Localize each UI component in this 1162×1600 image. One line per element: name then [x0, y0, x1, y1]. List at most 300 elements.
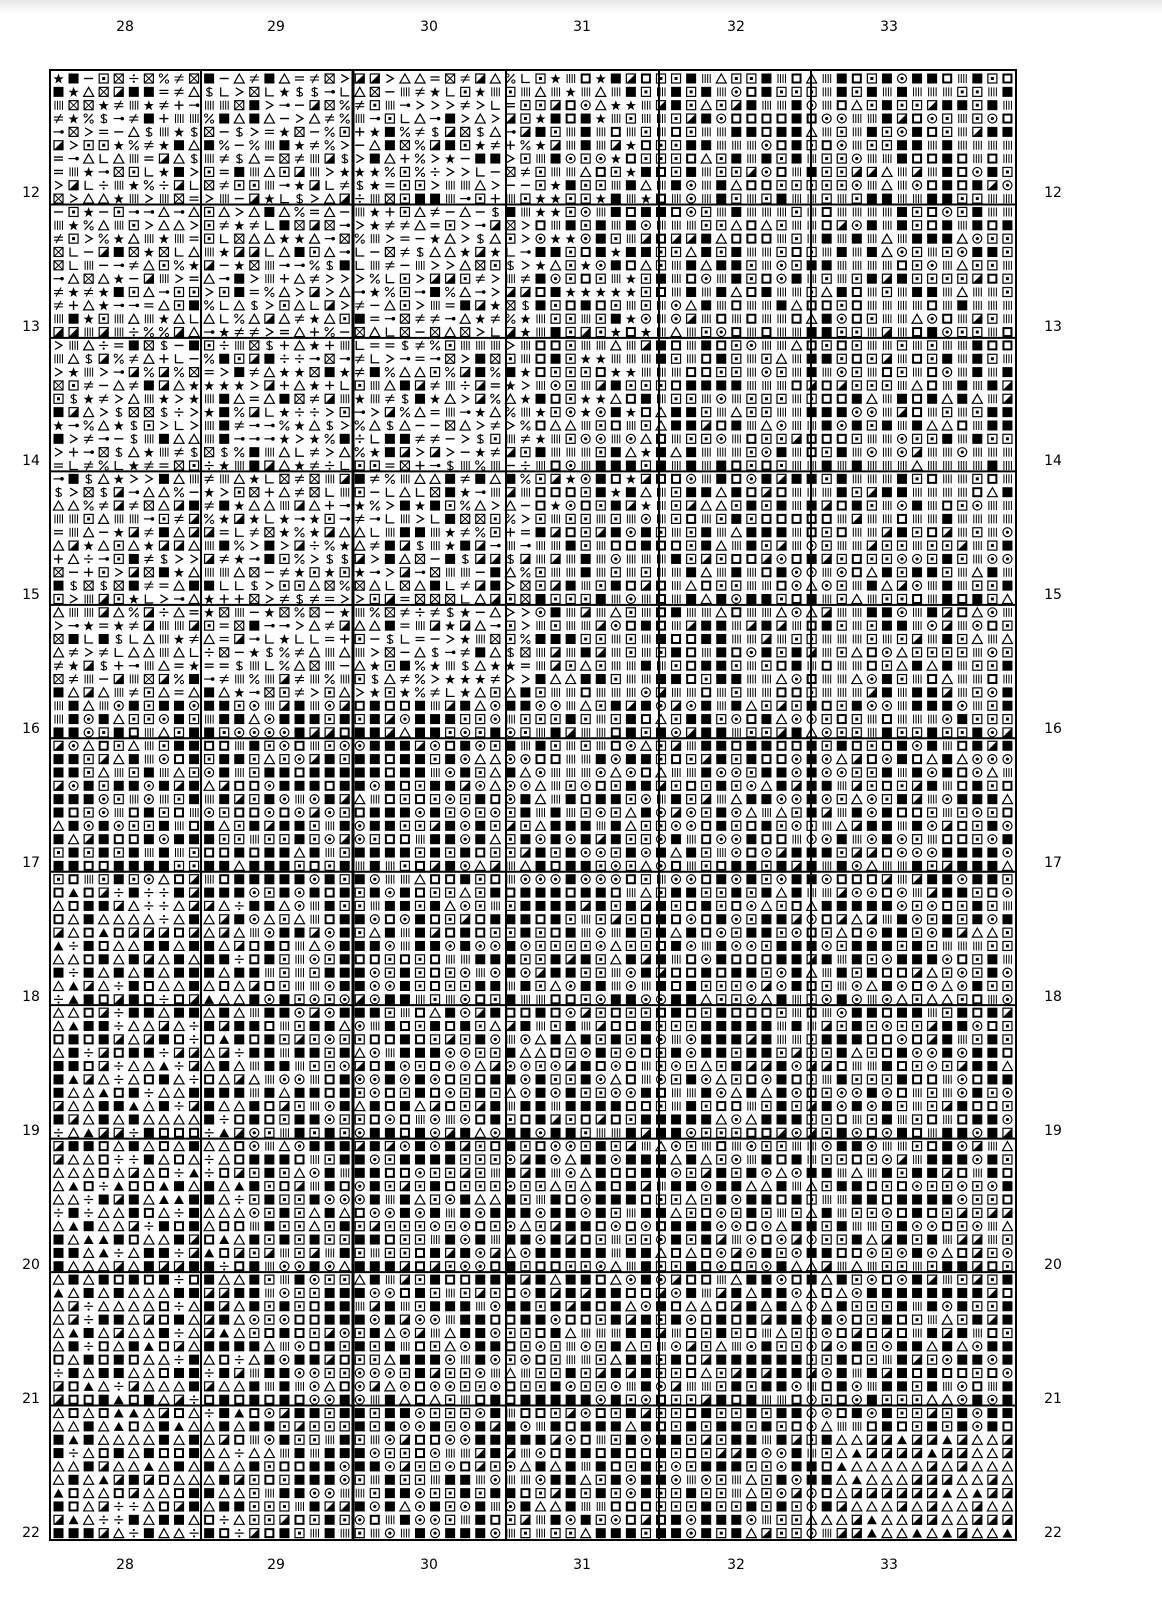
stitch-cell	[928, 128, 936, 136]
stitch-cell	[191, 127, 197, 137]
stitch-cell	[837, 87, 847, 97]
stitch-cell	[385, 154, 395, 163]
stitch-cell	[129, 127, 139, 136]
stitch-cell	[897, 154, 907, 164]
stitch-cell	[400, 154, 409, 163]
stitch-cell	[265, 130, 274, 133]
stitch-cell	[144, 74, 153, 83]
stitch-cell	[70, 167, 78, 176]
stitch-cell	[54, 170, 63, 173]
stitch-cell	[957, 100, 967, 110]
stitch-cell	[461, 127, 470, 136]
stitch-cell	[611, 141, 620, 150]
stitch-cell	[447, 101, 454, 109]
stitch-cell	[355, 74, 364, 83]
stitch-cell	[597, 141, 605, 150]
stitch-cell	[129, 74, 138, 83]
stitch-cell	[55, 181, 62, 189]
stitch-cell	[929, 167, 937, 176]
stitch-cell	[777, 154, 786, 163]
stitch-cell	[701, 101, 711, 110]
stitch-cell	[567, 141, 575, 150]
stitch-cell	[370, 154, 380, 164]
stitch-cell	[355, 127, 364, 136]
stitch-cell	[778, 141, 786, 149]
stitch-cell	[732, 74, 741, 83]
row-label-left-17: 17	[18, 856, 44, 870]
stitch-cell	[191, 181, 199, 190]
stitch-cell	[552, 87, 560, 96]
stitch-cell	[959, 114, 967, 123]
stitch-cell	[612, 87, 620, 96]
stitch-cell	[837, 141, 846, 150]
stitch-cell	[99, 100, 109, 110]
stitch-cell	[145, 167, 153, 176]
stitch-cell	[566, 180, 576, 190]
stitch-cell	[913, 115, 921, 123]
stitch-cell	[703, 74, 711, 83]
stitch-cell	[249, 100, 259, 110]
stitch-cell	[958, 168, 966, 176]
stitch-cell	[69, 74, 79, 84]
stitch-cell	[400, 181, 409, 190]
stitch-cell	[385, 167, 394, 176]
stitch-cell	[761, 74, 771, 84]
stitch-cell	[189, 87, 199, 96]
stitch-cell	[461, 74, 470, 83]
col-label-top-29: 29	[256, 20, 296, 34]
stitch-cell	[853, 127, 861, 136]
stitch-cell	[731, 154, 741, 164]
stitch-cell	[462, 168, 469, 176]
stitch-cell	[521, 114, 530, 123]
stitch-cell	[883, 87, 891, 96]
stitch-cell	[84, 141, 93, 150]
stitch-cell	[295, 154, 304, 163]
stitch-cell	[175, 101, 184, 110]
stitch-cell	[973, 127, 982, 136]
stitch-cell	[897, 140, 907, 150]
stitch-cell	[159, 140, 169, 150]
stitch-cell	[989, 87, 997, 96]
stitch-cell	[69, 157, 79, 161]
stitch-cell	[671, 87, 681, 97]
stitch-cell	[477, 127, 483, 137]
stitch-cell	[550, 74, 560, 84]
stitch-cell	[475, 87, 485, 97]
stitch-cell	[642, 101, 650, 110]
stitch-cell	[567, 101, 575, 109]
stitch-cell	[792, 127, 802, 137]
stitch-cell	[114, 167, 123, 176]
stitch-cell	[701, 87, 711, 97]
stitch-cell	[912, 74, 922, 84]
stitch-cell	[176, 114, 184, 123]
stitch-cell	[762, 128, 770, 136]
row-label-left-16: 16	[18, 722, 44, 736]
stitch-cell	[898, 114, 907, 123]
stitch-cell	[703, 167, 711, 176]
stitch-cell	[762, 167, 771, 176]
stitch-cell	[340, 127, 349, 136]
stitch-cell	[581, 114, 591, 124]
stitch-cell	[882, 127, 891, 136]
stitch-cell	[159, 101, 168, 110]
stitch-cell	[747, 167, 756, 176]
stitch-cell	[536, 167, 545, 176]
stitch-cell	[761, 87, 771, 97]
stitch-cell	[823, 87, 831, 96]
stitch-cell	[430, 117, 440, 121]
stitch-cell	[189, 103, 199, 107]
stitch-cell	[612, 181, 620, 190]
stitch-cell	[325, 154, 334, 163]
stitch-cell	[867, 141, 876, 150]
stitch-cell	[777, 87, 786, 96]
stitch-cell	[85, 128, 92, 136]
stitch-cell	[310, 101, 319, 110]
stitch-cell	[1002, 127, 1012, 137]
stitch-cell	[370, 141, 380, 150]
stitch-cell	[370, 127, 380, 137]
stitch-cell	[355, 167, 365, 177]
stitch-cell	[159, 74, 168, 83]
stitch-cell	[748, 141, 756, 150]
stitch-cell	[54, 87, 64, 97]
col-label-top-32: 32	[716, 20, 756, 34]
stitch-cell	[431, 77, 440, 80]
stitch-cell	[672, 128, 680, 136]
row-label-right-22: 22	[1040, 1526, 1066, 1540]
stitch-cell	[671, 100, 681, 110]
stitch-cell	[266, 181, 274, 190]
stitch-cell	[717, 114, 726, 123]
stitch-cell	[130, 154, 138, 163]
stitch-cell	[701, 154, 711, 163]
stitch-cell	[973, 167, 982, 176]
stitch-cell	[882, 74, 892, 84]
stitch-cell	[642, 75, 650, 83]
stitch-cell	[778, 115, 786, 123]
stitch-cell	[310, 181, 319, 190]
stitch-cell	[611, 100, 621, 110]
row-label-left-14: 14	[18, 454, 44, 468]
stitch-cell	[522, 74, 530, 83]
stitch-cell	[747, 74, 756, 83]
stitch-cell	[686, 140, 696, 150]
stitch-cell	[837, 127, 846, 136]
stitch-cell	[341, 141, 348, 149]
stitch-cell	[84, 154, 94, 163]
stitch-cell	[206, 87, 212, 97]
stitch-cell	[490, 154, 500, 164]
stitch-cell	[899, 167, 907, 176]
stitch-cell	[279, 74, 289, 83]
stitch-cell	[671, 180, 681, 190]
stitch-cell	[220, 181, 229, 190]
stitch-cell	[551, 154, 561, 164]
stitch-cell	[551, 114, 561, 124]
stitch-cell	[355, 87, 365, 96]
stitch-cell	[551, 101, 560, 110]
stitch-cell	[431, 168, 440, 177]
stitch-cell	[114, 117, 124, 121]
stitch-cell	[99, 181, 108, 190]
stitch-cell	[731, 127, 741, 137]
stitch-cell	[762, 141, 771, 150]
stitch-cell	[627, 127, 635, 136]
stitch-cell	[973, 87, 982, 96]
stitch-cell	[867, 167, 876, 176]
stitch-cell	[837, 114, 846, 123]
stitch-cell	[159, 114, 168, 123]
stitch-cell	[69, 181, 78, 190]
stitch-cell	[84, 87, 94, 96]
stitch-cell	[295, 77, 304, 80]
stitch-cell	[506, 114, 515, 123]
row-label-right-17: 17	[1040, 856, 1066, 870]
stitch-cell	[914, 87, 922, 96]
stitch-cell	[311, 167, 319, 176]
stitch-cell	[552, 167, 560, 176]
stitch-cell	[596, 87, 606, 96]
stitch-cell	[401, 87, 409, 96]
stitch-cell	[582, 87, 590, 96]
stitch-cell	[898, 74, 907, 83]
row-label-right-15: 15	[1040, 588, 1066, 602]
stitch-cell	[416, 87, 425, 96]
stitch-cell	[612, 128, 620, 136]
stitch-cell	[912, 127, 922, 137]
stitch-cell	[204, 140, 214, 150]
stitch-cell	[325, 74, 334, 83]
stitch-cell	[295, 127, 304, 136]
stitch-cell	[612, 114, 620, 123]
stitch-cell	[913, 167, 922, 176]
stitch-cell	[536, 127, 546, 137]
stitch-cell	[370, 180, 380, 190]
stitch-cell	[144, 87, 154, 97]
stitch-cell	[959, 141, 967, 150]
stitch-cell	[536, 101, 545, 110]
stitch-cell	[416, 127, 425, 136]
stitch-cell	[626, 140, 636, 150]
stitch-cell	[446, 127, 455, 136]
col-label-top-33: 33	[869, 20, 909, 34]
stitch-cell	[54, 130, 64, 134]
stitch-cell	[988, 114, 997, 123]
stitch-cell	[340, 114, 349, 123]
stitch-cell	[99, 170, 109, 174]
stitch-cell	[221, 101, 229, 110]
stitch-cell	[626, 100, 636, 110]
stitch-cell	[1003, 75, 1011, 83]
stitch-cell	[823, 74, 831, 83]
stitch-cell	[99, 141, 108, 150]
row-label-left-18: 18	[18, 990, 44, 1004]
stitch-cell	[672, 74, 681, 83]
stitch-cell	[340, 181, 349, 190]
stitch-cell	[461, 87, 470, 96]
stitch-cell	[852, 154, 861, 163]
stitch-cell	[942, 154, 952, 164]
stitch-cell	[310, 141, 319, 150]
stitch-cell	[370, 117, 380, 121]
stitch-cell	[251, 128, 258, 136]
stitch-cell	[792, 140, 802, 150]
stitch-cell	[70, 141, 77, 149]
stitch-cell	[174, 154, 184, 163]
stitch-cell	[672, 141, 681, 150]
stitch-cell	[462, 115, 469, 123]
stitch-cell	[942, 167, 952, 177]
stitch-cell	[417, 101, 424, 109]
stitch-cell	[611, 74, 621, 84]
stitch-cell	[250, 141, 259, 150]
stitch-cell	[250, 74, 259, 83]
stitch-cell	[536, 87, 546, 96]
stitch-cell	[567, 167, 575, 176]
stitch-cell	[144, 181, 153, 190]
stitch-cell	[294, 140, 304, 150]
stitch-cell	[550, 180, 560, 190]
stitch-cell	[717, 101, 726, 110]
stitch-cell	[54, 114, 63, 123]
stitch-cell	[264, 74, 274, 84]
stitch-cell	[536, 181, 545, 190]
stitch-cell	[959, 74, 967, 83]
stitch-cell	[882, 167, 892, 176]
stitch-cell	[581, 181, 590, 190]
stitch-cell	[596, 154, 605, 163]
stitch-cell	[897, 87, 907, 97]
stitch-cell	[506, 87, 515, 96]
stitch-cell	[701, 140, 711, 150]
stitch-cell	[551, 127, 560, 136]
stitch-cell	[974, 154, 982, 163]
row-label-left-20: 20	[18, 1258, 44, 1272]
stitch-cell	[144, 157, 153, 160]
stitch-cell	[581, 154, 590, 163]
stitch-cell	[927, 74, 937, 84]
stitch-cell	[174, 127, 184, 137]
stitch-cell	[746, 127, 756, 137]
stitch-cell	[191, 154, 197, 164]
stitch-cell	[641, 127, 650, 136]
col-label-top-28: 28	[105, 20, 145, 34]
stitch-cell	[160, 127, 168, 136]
stitch-cell	[325, 114, 334, 123]
stitch-cell	[265, 157, 274, 160]
stitch-cell	[566, 154, 575, 163]
stitch-cell	[295, 167, 304, 176]
stitch-cell	[446, 74, 455, 83]
stitch-cell	[266, 87, 274, 96]
stitch-cell	[868, 114, 876, 123]
stitch-cell	[537, 154, 545, 163]
stitch-cell	[431, 141, 440, 150]
col-label-bottom-32: 32	[716, 1558, 756, 1572]
stitch-cell	[883, 154, 891, 163]
cross-stitch-chart-grid	[49, 69, 1017, 1541]
stitch-cell	[385, 140, 395, 150]
stitch-cell	[221, 87, 229, 96]
stitch-cell	[581, 127, 591, 137]
stitch-cell	[535, 114, 545, 124]
stitch-cell	[987, 127, 997, 137]
stitch-cell	[551, 141, 560, 150]
stitch-cell	[251, 167, 259, 176]
stitch-cell	[987, 100, 997, 110]
stitch-cell	[987, 167, 997, 177]
stitch-cell	[400, 127, 409, 136]
stitch-cell	[144, 114, 154, 124]
stitch-cell	[792, 154, 802, 164]
stitch-cell	[852, 101, 862, 110]
stitch-cell	[837, 154, 846, 163]
stitch-cell	[85, 181, 93, 190]
stitch-cell	[718, 141, 726, 150]
stitch-cell	[567, 127, 575, 136]
stitch-cell	[672, 154, 681, 163]
stitch-cell	[823, 141, 831, 149]
stitch-cell	[611, 167, 620, 176]
stitch-cell	[235, 101, 244, 110]
stitch-cell	[206, 101, 214, 110]
stitch-cell	[912, 140, 922, 150]
stitch-cell	[581, 140, 591, 150]
stitch-cell	[325, 141, 334, 150]
stitch-cell	[445, 154, 455, 164]
stitch-cell	[55, 101, 63, 110]
stitch-cell	[432, 181, 439, 189]
stitch-cell	[189, 141, 199, 150]
stitch-cell	[853, 114, 861, 123]
stitch-cell	[687, 101, 696, 110]
col-label-bottom-33: 33	[869, 1558, 909, 1572]
stitch-cell	[445, 114, 455, 124]
stitch-cell	[114, 101, 123, 110]
stitch-cell	[475, 154, 485, 164]
stitch-cell	[234, 74, 244, 83]
stitch-cell	[279, 87, 289, 97]
stitch-cell	[129, 180, 139, 190]
stitch-cell	[129, 167, 138, 176]
stitch-cell	[415, 114, 425, 123]
stitch-cell	[642, 141, 650, 149]
col-label-top-31: 31	[562, 20, 602, 34]
stitch-cell	[220, 141, 229, 150]
stitch-cell	[325, 127, 334, 136]
stitch-cell	[144, 100, 154, 110]
stitch-cell	[506, 74, 515, 83]
stitch-cell	[400, 167, 409, 176]
stitch-cell	[867, 127, 877, 137]
stitch-cell	[54, 157, 63, 160]
stitch-cell	[959, 127, 967, 136]
stitch-cell	[99, 74, 108, 83]
stitch-cell	[703, 181, 711, 190]
stitch-cell	[311, 154, 319, 163]
stitch-cell	[279, 103, 289, 107]
stitch-cell	[746, 100, 756, 110]
stitch-cell	[792, 114, 802, 124]
stitch-cell	[793, 75, 801, 83]
stitch-cell	[159, 167, 169, 177]
stitch-cell	[822, 154, 831, 163]
stitch-cell	[370, 101, 379, 110]
stitch-cell	[733, 141, 741, 150]
